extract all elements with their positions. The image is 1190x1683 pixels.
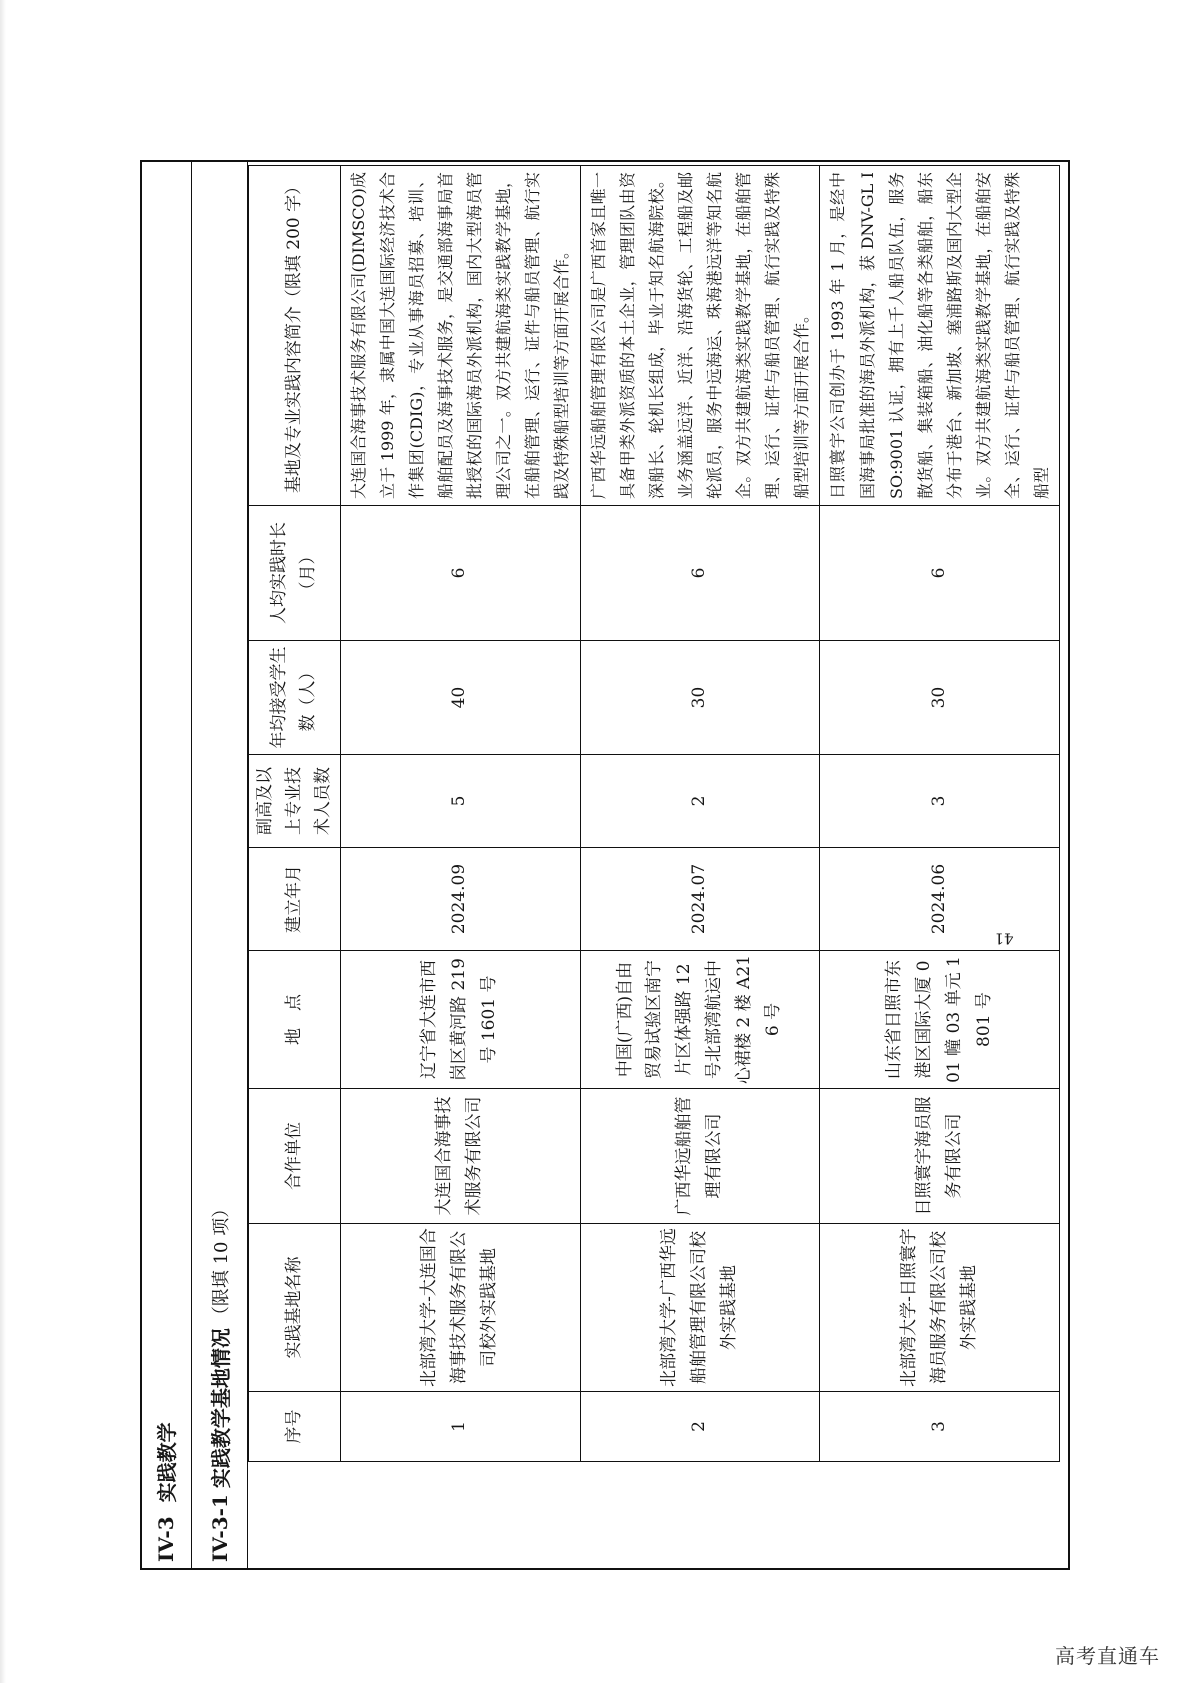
- cell-students: 30: [580, 641, 820, 755]
- cell-date: 2024.07: [580, 848, 820, 951]
- cell-location: 中国(广西)自由贸易试验区南宁片区体强路 12 号北部湾航运中心裙楼 2 楼 A216 号: [580, 951, 820, 1089]
- cell-location: 山东省日照市东港区国际大厦 001 幢 03 单元 1801 号: [820, 951, 1060, 1089]
- cell-intro: 广西华远船舶管理有限公司是广西首家且唯一具备甲类外派资质的本土企业，管理团队由资深船长、轮机长组成，毕业于知名航海院校。业务涵盖远洋、近洋、沿海货轮、工程船及邮轮派员，服务中远海运、珠海港远洋等知名航企。双方共建航海类实践教学基地，在船舶管理、运行、证件与船员管理、航行实践及特殊船型培训等方面开展合作。: [580, 166, 820, 506]
- cell-partner: 广西华远船舶管理有限公司: [580, 1089, 820, 1224]
- cell-name: 北部湾大学-大连国合海事技术服务有限公司校外实践基地: [340, 1224, 580, 1392]
- practice-base-table: [248, 165, 1060, 1462]
- subsection-header: [192, 160, 248, 1570]
- header-partner: 合作单位: [249, 1089, 341, 1224]
- header-students: 年均接受学生数（人）: [249, 641, 341, 755]
- header-seq: 序号: [249, 1392, 341, 1462]
- subsection-note: （限填 10 项）: [210, 1199, 232, 1325]
- header-intro: 基地及专业实践内容简介（限填 200 字）: [249, 166, 341, 506]
- cell-staff: 3: [820, 755, 1060, 848]
- cell-students: 30: [820, 641, 1060, 755]
- cell-duration: 6: [820, 506, 1060, 641]
- header-date: 建立年月: [249, 848, 341, 951]
- header-staff: 副高及以上专业技术人员数: [249, 755, 341, 848]
- cell-seq: 3: [820, 1392, 1060, 1462]
- cell-date: 2024.09: [340, 848, 580, 951]
- cell-partner: 大连国合海事技术服务有限公司: [340, 1089, 580, 1224]
- watermark-text: 高考直通车: [1055, 1644, 1160, 1668]
- cell-name: 北部湾大学-日照寰宇海员服务有限公司校外实践基地: [820, 1224, 1060, 1392]
- section-header: [140, 160, 192, 1570]
- header-location: 地 点: [249, 951, 341, 1089]
- subsection-title: 实践教学基地情况: [209, 1328, 233, 1489]
- cell-location: 辽宁省大连市西岗区黄河路 219 号 1601 号: [340, 951, 580, 1089]
- cell-intro: 日照寰宇公司创办于 1993 年 1 月，是经中国海事局批准的海员外派机构，获 DNV-GL ISO:9001 认证，拥有上千人船员队伍，服务散货船、集装箱船、油化船等各类船舶，船东分布于港台、新加坡、塞浦路斯及国内大型企业。双方共建航海类实践教学基地，在船舶安全、运行、证件与船员管理、航行实践及特殊船型: [820, 166, 1060, 506]
- cell-date: 2024.06: [820, 848, 1060, 951]
- cell-name: 北部湾大学-广西华远船舶管理有限公司校外实践基地: [580, 1224, 820, 1392]
- cell-staff: 2: [580, 755, 820, 848]
- rotated-page-content: [140, 160, 1070, 1570]
- page-number: 41: [994, 929, 1014, 948]
- cell-intro: 大连国合海事技术服务有限公司(DIMSCO)成立于 1999 年，隶属中国大连国际经济技术合作集团(CDIG)，专业从事海员招募、培训、船舶配员及海事技术服务，是交通部海事局首批授权的国际海员外派机构，国内大型海员管理公司之一。双方共建航海类实践教学基地，在船舶管理、运行、证件与船员管理、航行实践及特殊船型培训等方面开展合作。: [340, 166, 580, 506]
- table-row: [820, 166, 1060, 1462]
- header-name: 实践基地名称: [249, 1224, 341, 1392]
- table-row: [580, 166, 820, 1462]
- table-row: [340, 166, 580, 1462]
- section-code: IV-3: [153, 1516, 178, 1562]
- cell-students: 40: [340, 641, 580, 755]
- cell-duration: 6: [340, 506, 580, 641]
- cell-duration: 6: [580, 506, 820, 641]
- cell-staff: 5: [340, 755, 580, 848]
- header-duration: 人均实践时长（月）: [249, 506, 341, 641]
- cell-partner: 日照寰宇海员服务有限公司: [820, 1089, 1060, 1224]
- subsection-code: IV-3-1: [207, 1494, 232, 1562]
- cell-seq: 1: [340, 1392, 580, 1462]
- table-header-row: [249, 166, 341, 1462]
- section-title: 实践教学: [155, 1422, 179, 1503]
- cell-seq: 2: [580, 1392, 820, 1462]
- scan-edge: [0, 0, 6, 1683]
